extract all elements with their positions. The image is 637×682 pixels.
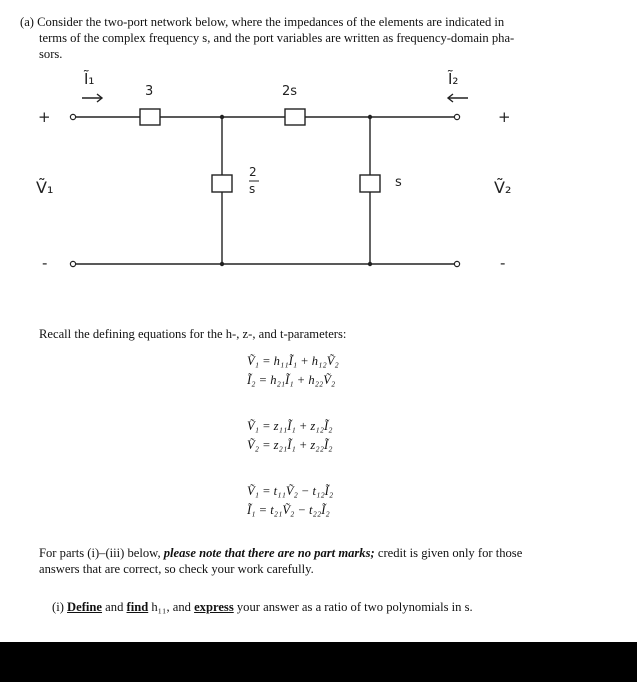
recall-text: Recall the defining equations for the h-, z-, and t-parameters: (39, 327, 347, 341)
port2-minus: - (500, 254, 506, 272)
t-equation-1: Ṽ₁ = t₁₁Ṽ₂ − t₁₂Ĩ₂ (247, 484, 334, 498)
h-equation-1: Ṽ₁ = h₁₁Ĩ₁ + h₁₂Ṽ₂ (247, 354, 339, 368)
intro-line-3: sors. (39, 47, 63, 61)
current-i2-label: Ĩ₂ (448, 70, 459, 88)
note-line-1-start: For parts (i)–(iii) below, (39, 546, 164, 560)
series-impedance-1: 3 (145, 84, 154, 99)
t-equation-2: Ĩ₁ = t₂₁Ṽ₂ − t₂₂Ĩ₂ (247, 503, 330, 517)
series-impedance-2: 2s (282, 84, 298, 99)
part-i-suffix: your answer as a ratio of two polynomials in s. (233, 600, 473, 614)
port2-plus: + (498, 108, 511, 126)
bottom-black-bar (0, 642, 637, 682)
port1-voltage-label: Ṽ₁ (36, 178, 54, 197)
part-i-prefix: (i) (52, 600, 68, 614)
port1-plus: + (38, 108, 51, 126)
part-i-and: and (102, 600, 127, 614)
part-i-question (52, 600, 473, 615)
z-equation-2: Ṽ₂ = z₂₁Ĩ₁ + z₂₂Ĩ₂ (247, 438, 333, 452)
port2-voltage-label: Ṽ₂ (494, 178, 512, 197)
note-line-1-end: credit is given only for those (374, 546, 523, 560)
part-i-express: express (194, 600, 234, 614)
port1-minus: - (42, 254, 48, 272)
part-i-find: find (126, 600, 149, 614)
note-line-1 (39, 546, 522, 561)
shunt-impedance-2: s (395, 175, 402, 190)
part-i-middle: h₁₁, and (148, 600, 195, 614)
note-emphasis: please note that there are no part marks; (163, 546, 375, 560)
note-line-2: answers that are correct, so check your work carefully. (39, 562, 314, 576)
current-i1-label: Ĩ₁ (84, 70, 95, 88)
z-equation-1: Ṽ₁ = z₁₁Ĩ₁ + z₁₂Ĩ₂ (247, 419, 333, 433)
shunt-impedance-1-denominator: s (249, 182, 256, 196)
intro-line-2: terms of the complex frequency s, and the port variables are written as frequency-domain pha- (39, 31, 515, 45)
shunt-impedance-1-numerator: 2 (249, 165, 257, 179)
two-port-circuit (0, 0, 637, 300)
h-equation-2: Ĩ₂ = h₂₁Ĩ₁ + h₂₂Ṽ₂ (247, 373, 336, 387)
intro-line-1: (a) Consider the two-port network below, where the impedances of the elements are indicated in (20, 15, 505, 29)
part-i-define: Define (67, 600, 103, 614)
